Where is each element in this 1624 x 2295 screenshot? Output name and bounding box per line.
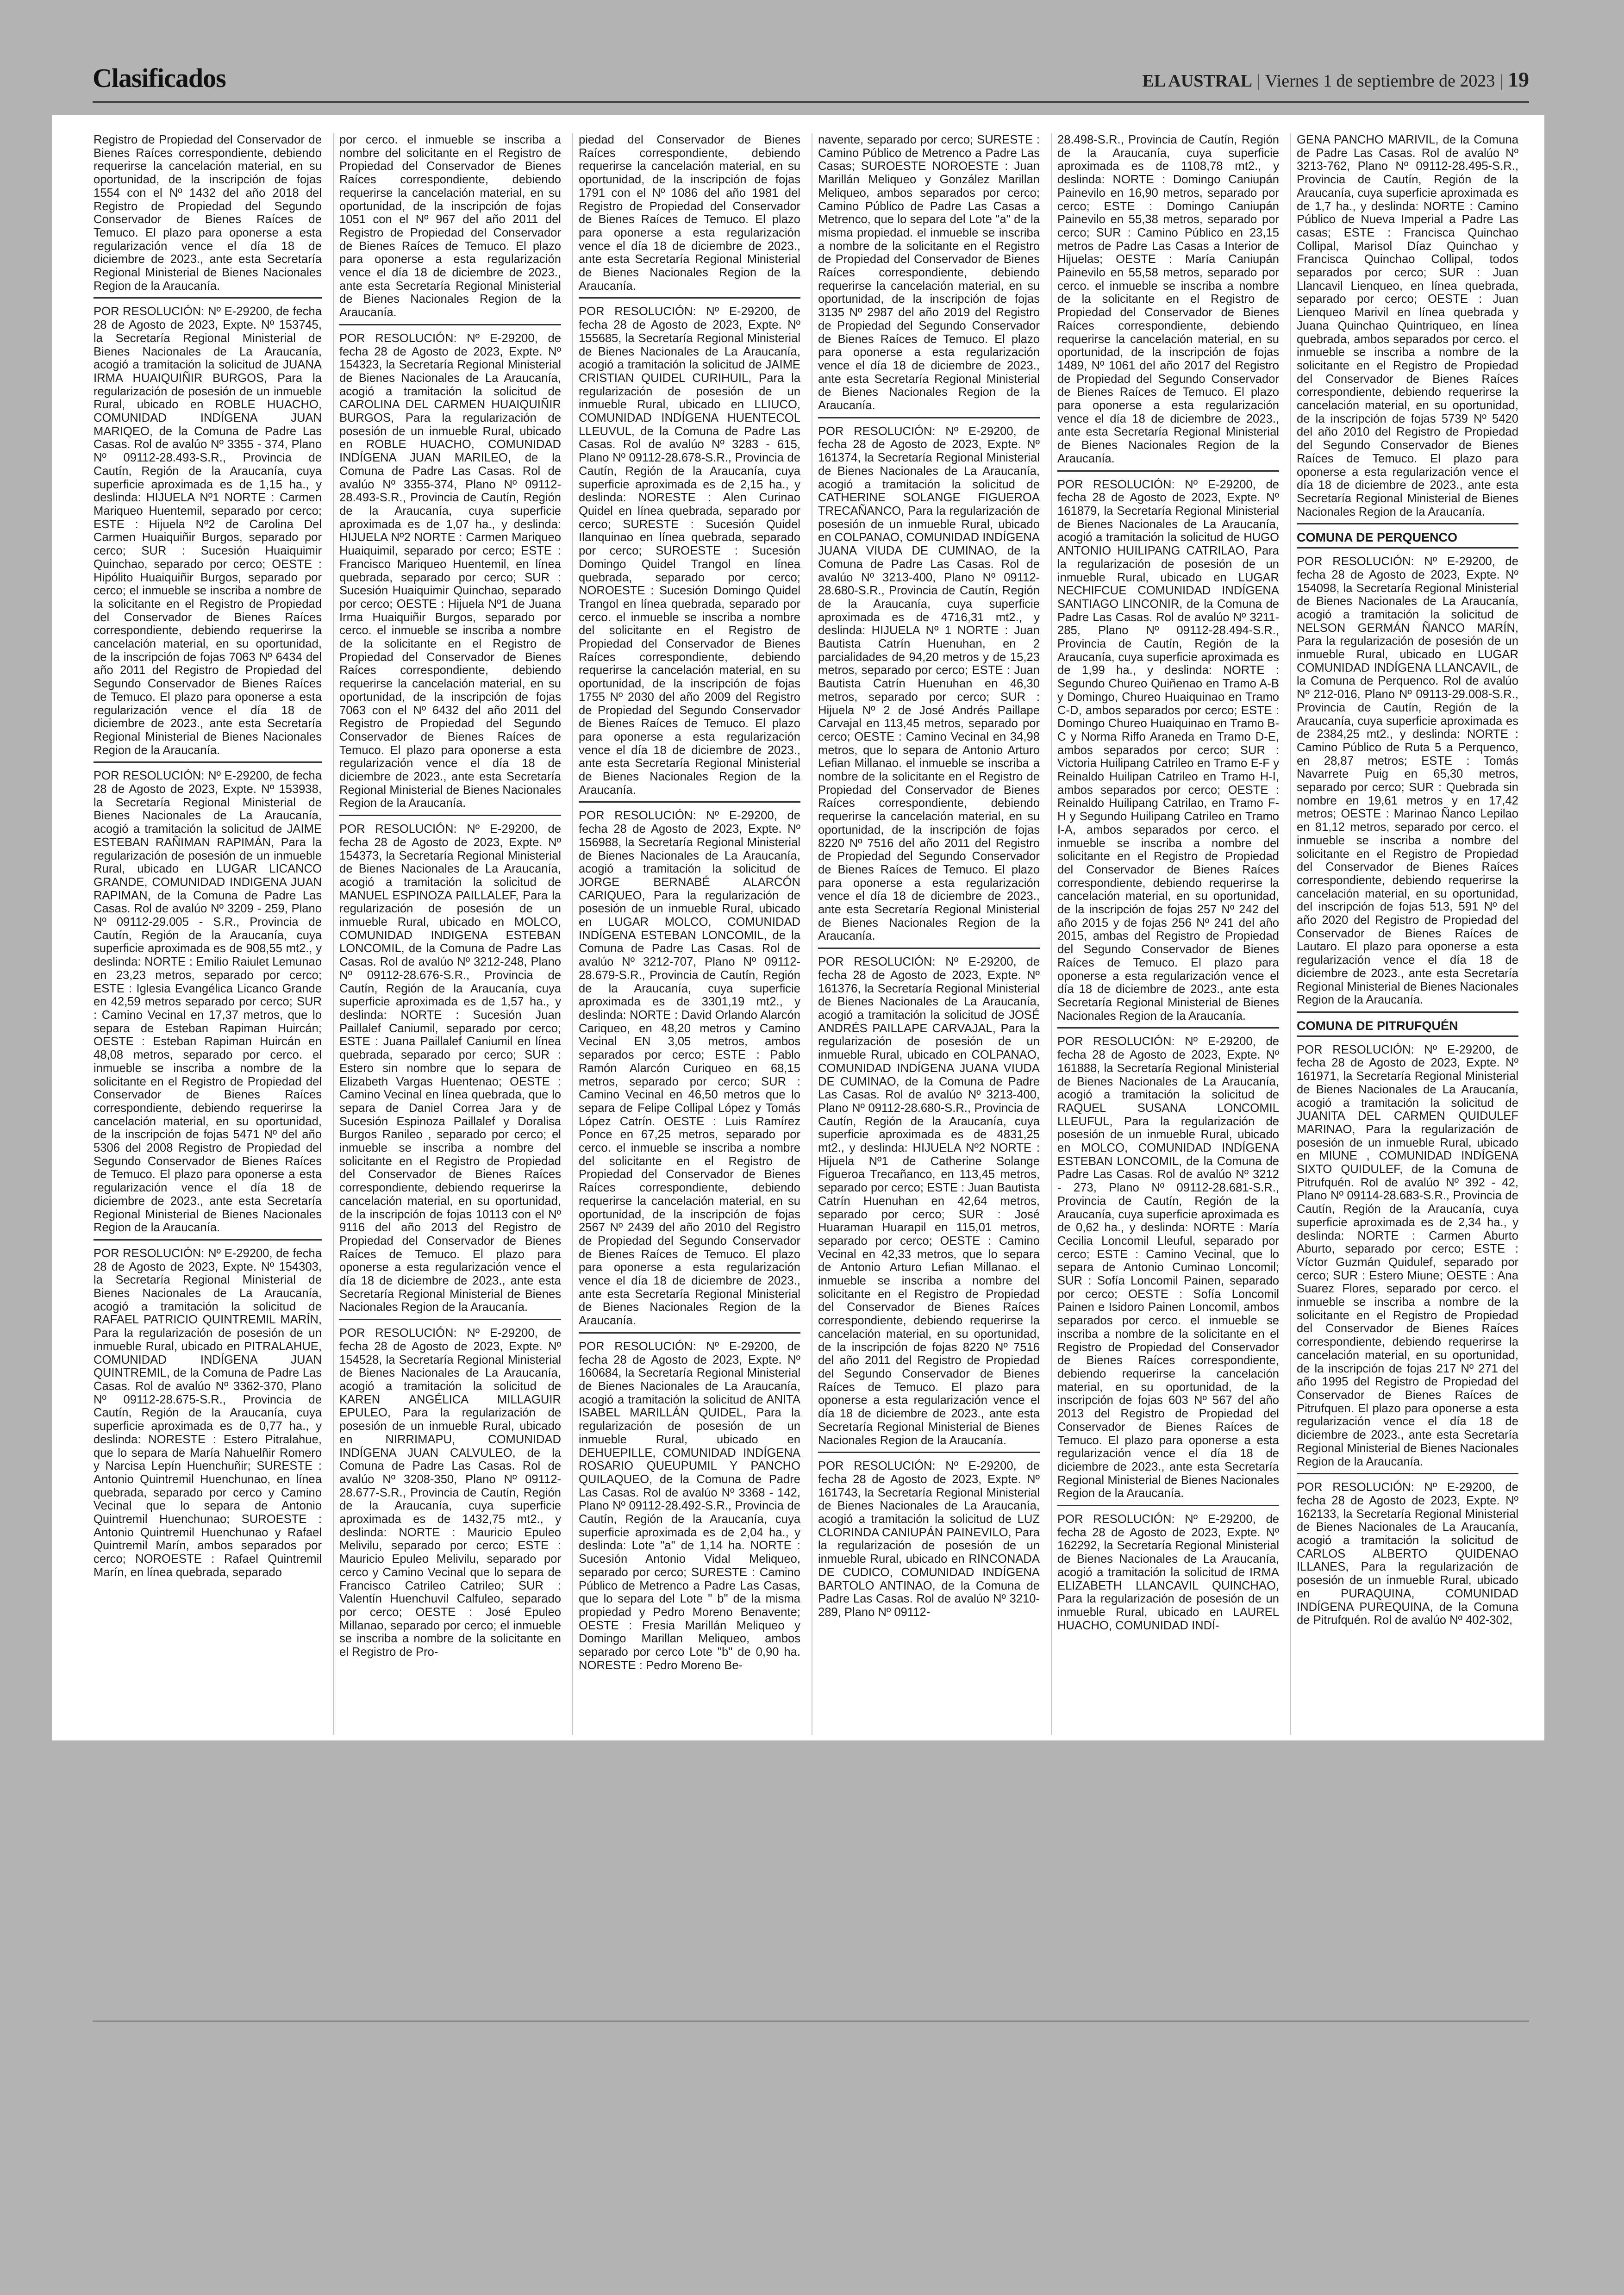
commune-heading-text: COMUNA DE PITRUFQUÉN (1297, 1019, 1458, 1033)
notice-text: POR RESOLUCIÓN: Nº E-29200, de fecha 28 de Agosto de 2023, Expte. Nº 155685, la Secretaría Regional Ministerial de Bienes Nacionales de La Araucanía, acogió a tramitación la solicitud de JAIME CRISTIAN QUIDEL CURIHUIL, Para la regularización de posesión de un inmueble Rural, ubicado en LLIUCO, COMUNIDAD INDÍGENA HUENTECOL LLEUVUL, de la Comuna de Padre Las Casas. Rol de avalúo Nº 3283 - 615, Plano Nº 09112-28.678-S.R., Provincia de Cautín, Región de la Araucanía, cuya superficie aproximada es de 2,15 ha., y deslinda: NORESTE : Alen Curinao Quidel en línea quebrada, separado por cerco; SURESTE : Sucesión Quidel Ilanquinao en línea quebrada, separado por cerco; SUROESTE : Sucesión Domingo Quidel Trangol en línea quebrada, separado por cerco; NOROESTE : Sucesión Domingo Quidel Trangol en línea quebrada, separado por cerco. el inmueble se inscriba a nombre del solicitante en el Registro de Propiedad del Conservador de Bienes Raíces correspondiente, debiendo requerirse la cancelación material, en su oportunidad, de la inscripción de fojas 1755 Nº 2030 del año 2009 del Registro de Propiedad del Segundo Conservador de Bienes Raíces de Temuco. El plazo para oponerse a esta regularización vence el día 18 de diciembre de 2023., ante esta Secretaría Regional Ministerial de Bienes Nacionales Region de la Araucanía. (579, 305, 800, 797)
commune-heading-text: COMUNA DE PERQUENCO (1297, 530, 1458, 545)
legal-notice (818, 1459, 1040, 1623)
notice-text: POR RESOLUCIÓN: Nº E-29200, de fecha 28 de Agosto de 2023, Expte. Nº 154098, la Secretaría Regional Ministerial de Bienes Nacionales de La Araucanía, acogió a tramitación la solicitud de NELSON GERMÁN ÑANCO MARÍN, Para la regularización de posesión de un inmueble Rural, ubicado en LUGAR COMUNIDAD INDÍGENA LLANCAVIL, de la Comuna de Perquenco. Rol de avalúo Nº 212-016, Plano Nº 09113-29.008-S.R., Provincia de Cautín, Región de la Araucanía, cuya superficie aproximada es de 2384,25 mt2., y deslinda: NORTE : Camino Público de Ruta 5 a Perquenco, en 28,87 metros; ESTE : Tomás Navarrete Puig en 65,30 metros, separado por cerco; SUR : Quebrada sin nombre en 19,61 metros y en 17,42 metros; OESTE : Marinao Ñanco Lepilao en 81,12 metros, separado por cerco. el inmueble se inscriba a nombre del solicitante en el Registro de Propiedad del Conservador de Bienes Raíces correspondiente, debiendo requerirse la cancelación material, en su oportunidad, del inscripción de fojas 513, 591 Nº del año 2020 del Registro de Propiedad del Conservador de Bienes Raíces de Lautaro. El plazo para oponerse a esta regularización vence el día 18 de diciembre de 2023., ante esta Secretaría Regional Ministerial de Bienes Nacionales Region de la Araucanía. (1297, 555, 1518, 1007)
page-header (0, 0, 1624, 113)
legal-notice (579, 133, 800, 299)
notice-text: POR RESOLUCIÓN: Nº E-29200, de fecha 28 de Agosto de 2023, Expte. Nº 161971, la Secretaría Regional Ministerial de Bienes Nacionales de La Araucanía, acogió a tramitación la solicitud de JUANITA DEL CARMEN QUIDULEF MARINAO, Para la regularización de posesión de un inmueble Rural, ubicado en MIUNE , COMUNIDAD INDÍGENA SIXTO QUIDULEF, de la Comuna de Pitrufquén. Rol de avalúo Nº 392 - 42, Plano Nº 09114-28.683-S.R., Provincia de Cautín, Región de la Araucanía, cuya superficie aproximada es de 2,34 ha., y deslinda: NORTE : Carmen Aburto Aburto, separado por cerco; ESTE : Víctor Guzmán Quidulef, separado por cerco; SUR : Estero Miune; OESTE : Ana Suarez Flores, separado por cerco. el inmueble se inscriba a nombre de la solicitante en el Registro de Propiedad del Conservador de Bienes Raíces correspondiente, debiendo requerirse la cancelación material, en su oportunidad, de la inscripción de fojas 217 Nº 271 del año 1995 del Registro de Propiedad del Conservador de Bienes Raíces de Pitrufquen. El plazo para oponerse a esta regularización vence el día 18 de diciembre de 2023., ante esta Secretaría Regional Ministerial de Bienes Nacionales Region de la Araucanía. (1297, 1043, 1518, 1468)
legal-notice (818, 955, 1040, 1453)
legal-notice (818, 425, 1040, 949)
legal-notice (1057, 133, 1279, 472)
header-rule (93, 101, 1529, 103)
legal-notice (339, 332, 561, 816)
legal-notice (579, 809, 800, 1333)
page-number: 19 (1508, 68, 1529, 91)
footer-rule (93, 2021, 1529, 2022)
text-column (1051, 133, 1279, 1735)
notice-text: POR RESOLUCIÓN: Nº E-29200, de fecha 28 de Agosto de 2023, Expte. Nº 161374, la Secretaría Regional Ministerial de Bienes Nacionales de La Araucanía, acogió a tramitación la solicitud de CATHERINE SOLANGE FIGUEROA TRECAÑANCO, Para la regularización de posesión de un inmueble Rural, ubicado en COLPANAO, COMUNIDAD INDÍGENA JUANA VIUDA DE CUMINAO, de la Comuna de Padre Las Casas. Rol de avalúo Nº 3213-400, Plano Nº 09112-28.680-S.R., Provincia de Cautín, Región de la Araucanía, cuya superficie aproximada es de 4716,31 mt2., y deslinda: HIJUELA Nº 1 NORTE : Juan Bautista Catrín Huenuhan, en 2 parcialidades de 94,20 metros y de 15,23 metros, separado por cerco; ESTE : Juan Bautista Catrín Huenuhan en 46,30 metros, separado por cerco; SUR : Hijuela Nº 2 de José Andrés Paillape Carvajal en 113,45 metros, separado por cerco; OESTE : Camino Vecinal en 34,98 metros, que lo separa de Antonio Arturo Lefian Millanao. el inmueble se inscriba a nombre de la solicitante en el Registro de Propiedad del Conservador de Bienes Raíces correspondiente, debiendo requerirse la cancelación material, en su oportunidad, de la inscripción de fojas 8220 Nº 7516 del año 2011 del Registro de Propiedad del Segundo Conservador de Bienes Raíces de Temuco. El plazo para oponerse a esta regularización vence el día 18 de diciembre de 2023., ante esta Secretaría Regional Ministerial de Bienes Nacionales Region de la Araucanía. (818, 424, 1040, 943)
notice-text: POR RESOLUCIÓN: Nº E-29200, de fecha 28 de Agosto de 2023, Expte. Nº 161888, la Secretaría Regional Ministerial de Bienes Nacionales de La Araucanía, acogió a tramitación la solicitud de RAQUEL SUSANA LONCOMIL LLEUFUL, Para la regularización de posesión de un inmueble Rural, ubicado en MOLCO, COMUNIDAD INDÍGENA ESTEBAN LONCOMIL, de la Comuna de Padre Las Casas. Rol de avalúo Nº 3212 - 273, Plano Nº 09112-28.681-S.R., Provincia de Cautín, Región de la Araucanía, cuya superficie aproximada es de 0,62 ha., y deslinda: NORTE : María Cecilia Loncomil Lleuful, separado por cerco; ESTE : Camino Vecinal, que lo separa de Antonio Cuminao Loncomil; SUR : Sofía Loncomil Painen, separado por cerco; OESTE : Sofía Loncomil Painen e Isidoro Painen Loncomil, ambos separados por cerco. el inmueble se inscriba a nombre de la solicitante en el Registro de Propiedad del Conservador de Bienes Raíces correspondiente, debiendo requerirse la cancelación material, en su oportunidad, de la inscripción de fojas 603 Nº 567 del año 2013 del Registro de Propiedad del Conservador de Bienes Raíces de Temuco. El plazo para oponerse a esta regularización vence el día 18 de diciembre de 2023., ante esta Secretaría Regional Ministerial de Bienes Nacionales Region de la Araucanía. (1057, 1035, 1279, 1500)
legal-notice (94, 769, 322, 1241)
legal-notice (579, 305, 800, 803)
notice-text: POR RESOLUCIÓN: Nº E-29200, de fecha 28 de Agosto de 2023, Expte. Nº 154373, la Secretaría Regional Ministerial de Bienes Nacionales de La Araucanía, acogió a tramitación la solicitud de MANUEL ESPINOZA PAILLALEF, Para la regularización de posesión de un inmueble Rural, ubicado en MOLCO, COMUNIDAD INDIGENA ESTEBAN LONCOMIL, de la Comuna de Padre Las Casas. Rol de avalúo Nº 3212-248, Plano Nº 09112-28.676-S.R., Provincia de Cautín, Región de la Araucanía, cuya superficie aproximada es de 1,57 ha., y deslinda: NORTE : Sucesión Juan Paillalef Caniumil, separado por cerco; ESTE : Juana Paillalef Caniumil en línea quebrada, separado por cerco; SUR : Estero sin nombre que lo separa de Elizabeth Vargas Huentenao; OESTE : Camino Vecinal en línea quebrada, que lo separa de Daniel Correa Jara y de Sucesión Espinoza Paillalef y Doralisa Burgos Ranileo , separado por cerco; el inmueble se inscriba a nombre del solicitante en el Registro de Propiedad del Conservador de Bienes Raíces correspondiente, debiendo requerirse la cancelación material, en su oportunidad, de la inscripción de fojas 10113 con el Nº 9116 del año 2013 del Registro de Propiedad del Conservador de Bienes Raíces de Temuco. El plazo para oponerse a esta regularización vence el día 18 de diciembre de 2023., ante esta Secretaría Regional Ministerial de Bienes Nacionales Region de la Araucanía. (339, 823, 561, 1314)
masthead-separator: | (1499, 71, 1503, 91)
legal-notice (339, 823, 561, 1320)
text-column (812, 133, 1040, 1735)
notice-text: por cerco. el inmueble se inscriba a nombre del solicitante en el Registro de Propiedad del Conservador de Bienes Raíces correspondiente, debiendo requerirse la cancelación material, en su oportunidad, de la inscripción de fojas 1051 con el Nº 967 del año 2011 del Registro de Propiedad del Conservador de Bienes Raíces de Temuco. El plazo para oponerse a esta regularización vence el día 18 de diciembre de 2023., ante esta Secretaría Regional Ministerial de Bienes Nacionales Region de la Araucanía. (339, 133, 561, 319)
legal-notice (94, 1247, 322, 1584)
newspaper-name: EL AUSTRAL (1142, 71, 1252, 91)
legal-notice (339, 133, 561, 325)
notice-text: POR RESOLUCIÓN: Nº E-29200, de fecha 28 de Agosto de 2023, Expte. Nº 153938, la Secretaría Regional Ministerial de Bienes Nacionales de La Araucanía, acogió a tramitación la solicitud de JAIME ESTEBAN RAÑIMAN RAPIMÁN, Para la regularización de posesión de un inmueble Rural, ubicado en LUGAR LICANCO GRANDE, COMUNIDAD INDIGENA JUAN RAPIMAN, de la Comuna de Padre Las Casas. Rol de avalúo Nº 3209 - 259, Plano Nº 09112-29.005 - S.R., Provincia de Cautín, Región de la Araucanía, cuya superficie aproximada es de 908,55 mt2., y deslinda: NORTE : Emilio Raiulet Lemunao en 23,23 metros, separado por cerco; ESTE : Iglesia Evangélica Licanco Grande en 42,59 metros separado por cerco; SUR : Camino Vecinal en 17,37 metros, que lo separa de Esteban Rapiman Huircán; OESTE : Esteban Rapiman Huircán en 48,08 metros, separado por cerco. el inmueble se inscriba a nombre de la solicitante en el Registro de Propiedad del Conservador de Bienes Raíces correspondiente, debiendo requerirse la cancelación material, en su oportunidad, de la inscripción de fojas 5471 Nº del año 5306 del 2008 Registro de Propiedad del Segundo Conservador de Bienes Raíces de Temuco. El plazo para oponerse a esta regularización vence el día 18 de diciembre de 2023., ante esta Secretaría Regional Ministerial de Bienes Nacionales Region de la Araucanía. (94, 769, 322, 1235)
section-title: Clasificados (93, 63, 226, 93)
legal-notice (1057, 1035, 1279, 1506)
notice-text: POR RESOLUCIÓN: Nº E-29200, de fecha 28 de Agosto de 2023, Expte. Nº 154323, la Secretaría Regional Ministerial de Bienes Nacionales de La Araucanía, acogió a tramitación la solicitud de CAROLINA DEL CARMEN HUAIQUIÑIR BURGOS, Para la regularización de posesión de un inmueble Rural, ubicado en ROBLE HUACHO, COMUNIDAD INDÍGENA JUAN MARILEO, de la Comuna de Padre Las Casas. Rol de avalúo Nº 3355-374, Plano Nº 09112-28.493-S.R., Provincia de Cautín, Región de la Araucanía, cuya superficie aproximada es de 1,07 ha., y deslinda: HIJUELA Nº2 NORTE : Carmen Mariqueo Huaiquimil, separado por cerco; ESTE : Francisco Mariqueo Huentemil, en línea quebrada, separado por cerco; SUR : Sucesión Huaiquimir Quinchao, separado por cerco; OESTE : Hijuela Nº1 de Juana Irma Huaiquiñir Burgos, separado por cerco. el inmueble se inscriba a nombre de la solicitante en el Registro de Propiedad del Conservador de Bienes Raíces correspondiente, debiendo requerirse la cancelación material, en su oportunidad, de la inscripción de fojas 7063 con el Nº 6432 del año 2011 del Registro de Propiedad del Segundo Conservador de Bienes Raíces de Temuco. El plazo para oponerse a esta regularización vence el día 18 de diciembre de 2023., ante esta Secretaría Regional Ministerial de Bienes Nacionales Region de la Araucanía. (339, 331, 561, 810)
text-column (572, 133, 800, 1735)
text-column (333, 133, 561, 1735)
notice-text: POR RESOLUCIÓN: Nº E-29200, de fecha 28 de Agosto de 2023, Expte. Nº 154528, la Secretaría Regional Ministerial de Bienes Nacionales de La Araucanía, acogió a tramitación la solicitud de KAREN ANGÉLICA MILLAGUIR EPULEO, Para la regularización de posesión de un inmueble Rural, ubicado en NIRRIMAPU, COMUNIDAD INDÍGENA JUAN CALVULEO, de la Comuna de Padre Las Casas. Rol de avalúo Nº 3208-350, Plano Nº 09112-28.677-S.R., Provincia de Cautín, Región de la Araucanía, cuya superficie aproximada es de 1432,75 mt2., y deslinda: NORTE : Mauricio Epuleo Melivilu, separado por cerco; ESTE : Mauricio Epuleo Melivilu, separado por cerco y Camino Vecinal que lo separa de Francisco Catrileo Catrileo; SUR : Valentín Huenchuvil Calfuleo, separado por cerco; OESTE : José Epuleo Millanao, separado por cerco; el inmueble se inscriba a nombre de la solicitante en el Registro de Pro- (339, 1327, 561, 1659)
notice-text: POR RESOLUCIÓN: Nº E-29200, de fecha 28 de Agosto de 2023, Expte. Nº 162292, la Secretaría Regional Ministerial de Bienes Nacionales de La Araucanía, acogió a tramitación la solicitud de IRMA ELIZABETH LLANCAVIL QUINCHAO, Para la regularización de posesión de un inmueble Rural, ubicado en LAUREL HUACHO, COMUNIDAD INDÍ- (1057, 1513, 1279, 1632)
issue-date: Viernes 1 de septiembre de 2023 (1265, 71, 1495, 91)
notice-text: piedad del Conservador de Bienes Raíces correspondiente, debiendo requerirse la cancelación material, en su oportunidad, de la inscripción de fojas 1791 con el Nº 1086 del año 1981 del Registro de Propiedad del Conservador de Bienes Raíces de Temuco. El plazo para oponerse a esta regularización vence el día 18 de diciembre de 2023., ante esta Secretaría Regional Ministerial de Bienes Nacionales Region de la Araucanía. (579, 133, 800, 293)
notice-text: navente, separado por cerco; SURESTE : Camino Público de Metrenco a Padre Las Casas; SUROESTE NOROESTE : Juan Marillán Meliqueo y González Marillan Meliqueo, ambos separados por cerco; Camino Público de Padre Las Casas a Metrenco, que lo separa del Lote "a" de la misma propiedad. el inmueble se inscriba a nombre de la solicitante en el Registro de Propiedad del Conservador de Bienes Raíces correspondiente, debiendo requerirse la cancelación material, en su oportunidad, de la inscripción de fojas 3135 Nº 2987 del año 2019 del Registro de Propiedad del Segundo Conservador de Bienes Raíces de Temuco. El plazo para oponerse a esta regularización vence el día 18 de diciembre de 2023., ante esta Secretaría Regional Ministerial de Bienes Nacionales Region de la Araucanía. (818, 133, 1040, 412)
legal-notice (818, 133, 1040, 418)
legal-notice (1057, 478, 1279, 1029)
notice-text: POR RESOLUCIÓN: Nº E-29200, de fecha 28 de Agosto de 2023, Expte. Nº 156988, la Secretaría Regional Ministerial de Bienes Nacionales de La Araucanía, acogió a tramitación la solicitud de JORGE BERNABÉ ALARCÓN CARIQUEO, Para la regularización de posesión de un inmueble Rural, ubicado en LUGAR MOLCO, COMUNIDAD INDÍGENA ESTEBAN LONCOMIL, de la Comuna de Padre Las Casas. Rol de avalúo Nº 3212-707, Plano Nº 09112-28.679-S.R., Provincia de Cautín, Región de la Araucanía, cuya superficie aproximada es de 3301,19 mt2., y deslinda: NORTE : David Orlando Alarcón Cariqueo, en 48,20 metros y Camino Vecinal EN 3,05 metros, ambos separados por cerco; ESTE : Pablo Ramón Alarcón Curiqueo en 68,15 metros, separado por cerco; SUR : Camino Vecinal en 46,50 metros que lo separa de Felipe Collipal López y Tomás López Catrín. OESTE : Luis Ramírez Ponce en 67,25 metros, separado por cerco. el inmueble se inscriba a nombre del solicitante en el Registro de Propiedad del Conservador de Bienes Raíces correspondiente, debiendo requerirse la cancelación material, en su oportunidad, de la inscripción de fojas 2567 Nº 2439 del año 2010 del Registro de Propiedad del Segundo Conservador de Bienes Raíces de Temuco. El plazo para oponerse a esta regularización vence el día 18 de diciembre de 2023., ante esta Secretaría Regional Ministerial de Bienes Nacionales Region de la Araucanía. (579, 809, 800, 1328)
notice-text: POR RESOLUCIÓN: Nº E-29200, de fecha 28 de Agosto de 2023, Expte. Nº 161879, la Secretaría Regional Ministerial de Bienes Nacionales de La Araucanía, acogió a tramitación la solicitud de HUGO ANTONIO HUILIPANG CATRILAO, Para la regularización de posesión de un inmueble Rural, ubicado en LUGAR NECHIFCUE COMUNIDAD INDÍGENA SANTIAGO LINCONIR, de la Comuna de Padre Las Casas. Rol de avalúo Nº 3211-285, Plano Nº 09112-28.494-S.R., Provincia de Cautín, Región de la Araucanía, cuya superficie aproximada es de 1,99 ha., y deslinda: NORTE : Segundo Chureo Quiñenao en Tramo A-B y Domingo, Chureo Huaiquinao en Tramo C-D, ambos separados por cerco; ESTE : Domingo Chureo Huaiquinao en Tramo B-C y Norma Riffo Araneda en Tramo D-E, ambos separados por cerco; SUR : Victoria Huilipang Catrileo en Tramo E-F y Reinaldo Huilipan Catrileo en Tramo H-I, ambos separados por cerco; OESTE : Reinaldo Huilipang Catrilao, en Tramo F-H y Segundo Huilipang Catrileo en Tramo I-A, ambos separados por cerco. el inmueble se inscriba a nombre del solicitante en el Registro de Propiedad del Conservador de Bienes Raíces correspondiente, debiendo requerirse la cancelación material, en su oportunidad, de la inscripción de fojas 257 Nº 242 del año 2015 y de fojas 256 Nº 241 del año 2015, ambas del Registro de Propiedad del Segundo Conservador de Bienes Raíces de Temuco. El plazo para oponerse a esta regularización vence el día 18 de diciembre de 2023., ante esta Secretaría Regional Ministerial de Bienes Nacionales Region de la Araucanía. (1057, 478, 1279, 1023)
commune-heading (1297, 1019, 1518, 1037)
columns-container (94, 133, 1529, 1735)
notice-text: POR RESOLUCIÓN: Nº E-29200, de fecha 28 de Agosto de 2023, Expte. Nº 154303, la Secretaría Regional Ministerial de Bienes Nacionales de La Araucanía, acogió a tramitación la solicitud de RAFAEL PATRICIO QUINTREMIL MARÍN, Para la regularización de posesión de un inmueble Rural, ubicado en PITRALAHUE, COMUNIDAD INDÍGENA JUAN QUINTREMIL, de la Comuna de Padre Las Casas. Rol de avalúo Nº 3362-370, Plano Nº 09112-28.675-S.R., Provincia de Cautín, Región de la Araucanía, cuya superficie aproximada es de 0,77 ha., y deslinda: NORESTE : Estero Pitralahue, que lo separa de María Nahuelñir Romero y Narcisa Lepín Huenchuñir; SURESTE : Antonio Quintremil Huenchunao, en línea quebrada, separado por cerco y Camino Vecinal que lo separa de Antonio Quintremil Huenchunao; SUROESTE : Antonio Quintremil Huenchunao y Rafael Quintremil Marín, ambos separados por cerco; NOROESTE : Rafael Quintremil Marín, en línea quebrada, separado (94, 1247, 322, 1579)
text-column (1290, 133, 1518, 1735)
legal-notice (339, 1327, 561, 1664)
notice-text: POR RESOLUCIÓN: Nº E-29200, de fecha 28 de Agosto de 2023, Expte. Nº 162133, la Secretaría Regional Ministerial de Bienes Nacionales de La Araucanía, acogió a tramitación la solicitud de CARLOS ALBERTO QUIDENAO ILLANES, Para la regularización de posesión de un inmueble Rural, ubicado en PURAQUINA, COMUNIDAD INDÍGENA PUREQUINA, de la Comuna de Pitrufquén. Rol de avalúo Nº 402-302, (1297, 1481, 1518, 1627)
legal-notice (1297, 1481, 1518, 1632)
notice-text: 28.498-S.R., Provincia de Cautín, Región de la Araucanía, cuya superficie aproximada es de 1108,78 mt2., y deslinda: NORTE : Domingo Caniupán Painevilo en 16,90 metros, separado por cerco; ESTE : Domingo Caniupán Painevilo en 55,38 metros, separado por cerco; SUR : Camino Público en 23,15 metros de Padre Las Casas a Interior de Hijuelas; OESTE : María Caniupán Painevilo en 55,58 metros, separado por cerco. el inmueble se inscriba a nombre de la solicitante en el Registro de Propiedad del Conservador de Bienes Raíces correspondiente, debiendo requerirse la cancelación material, en su oportunidad, de la inscripción de fojas 1489, Nº 1061 del año 2017 del Registro de Propiedad del Segundo Conservador de Bienes Raíces de Temuco. El plazo para oponerse a esta regularización vence el día 18 de diciembre de 2023., ante esta Secretaría Regional Ministerial de Bienes Nacionales Region de la Araucanía. (1057, 133, 1279, 465)
notice-text: Registro de Propiedad del Conservador de Bienes Raíces correspondiente, debiendo requerirse la cancelación material, en su oportunidad, de la inscripción de fojas 1554 con el Nº 1432 del año 2018 del Registro de Propiedad del Segundo Conservador de Bienes Raíces de Temuco. El plazo para oponerse a esta regularización vence el día 18 de diciembre de 2023., ante esta Secretaría Regional Ministerial de Bienes Nacionales Region de la Araucanía. (94, 133, 322, 293)
masthead (1142, 67, 1529, 92)
legal-notice (1297, 1043, 1518, 1475)
legal-notice (1297, 133, 1518, 524)
legal-notice (94, 305, 322, 763)
classifieds-sheet (52, 115, 1544, 1740)
legal-notice (94, 133, 322, 299)
notice-text: POR RESOLUCIÓN: Nº E-29200, de fecha 28 de Agosto de 2023, Expte. Nº 161743, la Secretaría Regional Ministerial de Bienes Nacionales de La Araucanía, acogió a tramitación la solicitud de LUZ CLORINDA CANIUPÁN PAINEVILO, Para la regularización de posesión de un inmueble Rural, ubicado en RINCONADA DE CUDICO, COMUNIDAD INDÍGENA BARTOLO ANTINAO, de la Comuna de Padre Las Casas. Rol de avalúo Nº 3210-289, Plano Nº 09112- (818, 1459, 1040, 1619)
legal-notice (579, 1340, 800, 1677)
notice-text: GENA PANCHO MARIVIL, de la Comuna de Padre Las Casas. Rol de avalúo Nº 3213-762, Plano Nº 09112-28.495-S.R., Provincia de Cautín, Región de la Araucanía, cuya superficie aproximada es de 1,7 ha., y deslinda: NORTE : Camino Público de Nueva Imperial a Padre Las casas; ESTE : Francisca Quinchao Collipal, Marisol Díaz Quinchao y Francisca Quinchao Collipal, todos separados por cerco; SUR : Juan Llancavil Lienqueo, en línea quebrada, separado por cerco; OESTE : Juan Lienqueo Marivil en línea quebrada y Juana Quinchao Quintriqueo, en línea quebrada, ambos separados por cerco. el inmueble se inscriba a nombre de la solicitante en el Registro de Propiedad del Conservador de Bienes Raíces correspondiente, debiendo requerirse la cancelación material, en su oportunidad, de la inscripción de fojas 5739 Nº 5420 del año 2010 del Registro de Propiedad del Segundo Conservador de Bienes Raíces de Temuco. El plazo para oponerse a esta regularización vence el día 18 de diciembre de 2023., ante esta Secretaría Regional Ministerial de Bienes Nacionales Region de la Araucanía. (1297, 133, 1518, 518)
notice-text: POR RESOLUCIÓN: Nº E-29200, de fecha 28 de Agosto de 2023, Expte. Nº 161376, la Secretaría Regional Ministerial de Bienes Nacionales de La Araucanía, acogió a tramitación la solicitud de JOSÉ ANDRÉS PAILLAPE CARVAJAL, Para la regularización de posesión de un inmueble Rural, ubicado en COLPANAO, COMUNIDAD INDÍGENA JUANA VIUDA DE CUMINAO, de la Comuna de Padre Las Casas. Rol de avalúo Nº 3213-400, Plano Nº 09112-28.680-S.R., Provincia de Cautín, Región de la Araucanía, cuya superficie aproximada es de 4831,25 mt2., y deslinda: HIJUELA Nº2 NORTE : Hijuela Nº1 de Catherine Solange Figueroa Trecañanco, en 113,45 metros, separado por cerco; ESTE : Juan Bautista Catrín Huenuhan en 42,64 metros, separado por cerco; SUR : José Huaraman Huarapil en 115,01 metros, separado por cerco; OESTE : Camino Vecinal en 42,33 metros, que lo separa de Antonio Arturo Lefian Millanao. el inmueble se inscriba a nombre del solicitante en el Registro de Propiedad del Conservador de Bienes Raíces correspondiente, debiendo requerirse la cancelación material, en su oportunidad, de la inscripción de fojas 8220 Nº 7516 del año 2011 del Registro de Propiedad del Segundo Conservador de Bienes Raíces de Temuco. El plazo para oponerse a esta regularización vence el día 18 de diciembre de 2023., ante esta Secretaría Regional Ministerial de Bienes Nacionales Region de la Araucanía. (818, 955, 1040, 1447)
legal-notice (1297, 555, 1518, 1013)
notice-text: POR RESOLUCIÓN: Nº E-29200, de fecha 28 de Agosto de 2023, Expte. Nº 153745, la Secretaría Regional Ministerial de Bienes Nacionales de La Araucanía, acogió a tramitación la solicitud de JUANA IRMA HUAIQUIÑIR BURGOS, Para la regularización de posesión de un inmueble Rural, ubicado en ROBLE HUACHO, COMUNIDAD INDÍGENA JUAN MARIQEO, de la Comuna de Padre Las Casas. Rol de avalúo Nº 3355 - 374, Plano Nº 09112-28.493-S.R., Provincia de Cautín, Región de la Araucanía, cuya superficie aproximada es de 1,15 ha., y deslinda: HIJUELA Nº1 NORTE : Carmen Mariqueo Huentemil, separado por cerco; ESTE : Hijuela Nº2 de Carolina Del Carmen Huaiquiñir Burgos, separado por cerco; SUR : Sucesión Huaiquimir Quinchao, separado por cerco; OESTE : Hipólito Huaiquiñir Burgos, separado por cerco; el inmueble se inscriba a nombre de la solicitante en el Registro de Propiedad del Conservador de Bienes Raíces correspondiente, debiendo requerirse la cancelación material, en su oportunidad, de la inscripción de fojas 7063 Nº 6434 del año 2011 del Registro de Propiedad del Segundo Conservador de Bienes Raíces de Temuco. El plazo para oponerse a esta regularización vence el día 18 de diciembre de 2023., ante esta Secretaría Regional Ministerial de Bienes Nacionales Region de la Araucanía. (94, 305, 322, 757)
notice-text: POR RESOLUCIÓN: Nº E-29200, de fecha 28 de Agosto de 2023, Expte. Nº 160684, la Secretaría Regional Ministerial de Bienes Nacionales de La Araucanía, acogió a tramitación la solicitud de ANITA ISABEL MARILLÁN QUIDEL, Para la regularización de posesión de un inmueble Rural, ubicado en DEHUEPILLE, COMUNIDAD INDÍGENA ROSARIO QUEUPUMIL Y PANCHO QUILAQUEO, de la Comuna de Padre Las Casas. Rol de avalúo Nº 3368 - 142, Plano Nº 09112-28.492-S.R., Provincia de Cautín, Región de la Araucanía, cuya superficie aproximada es de 2,04 ha., y deslinda: Lote "a" de 1,14 ha. NORTE : Sucesión Antonio Vidal Meliqueo, separado por cerco; SURESTE : Camino Público de Metrenco a Padre Las Casas, que lo separa del Lote " b" de la misma propiedad y Pedro Moreno Benavente; OESTE : Fresia Marillán Meliqueo y Domingo Marillan Meliqueo, ambos separado por cerco Lote "b" de 0,90 ha. NORESTE : Pedro Moreno Be- (579, 1340, 800, 1672)
masthead-separator: | (1256, 71, 1261, 91)
legal-notice (1057, 1513, 1279, 1637)
commune-heading (1297, 531, 1518, 549)
text-column (94, 133, 322, 1735)
